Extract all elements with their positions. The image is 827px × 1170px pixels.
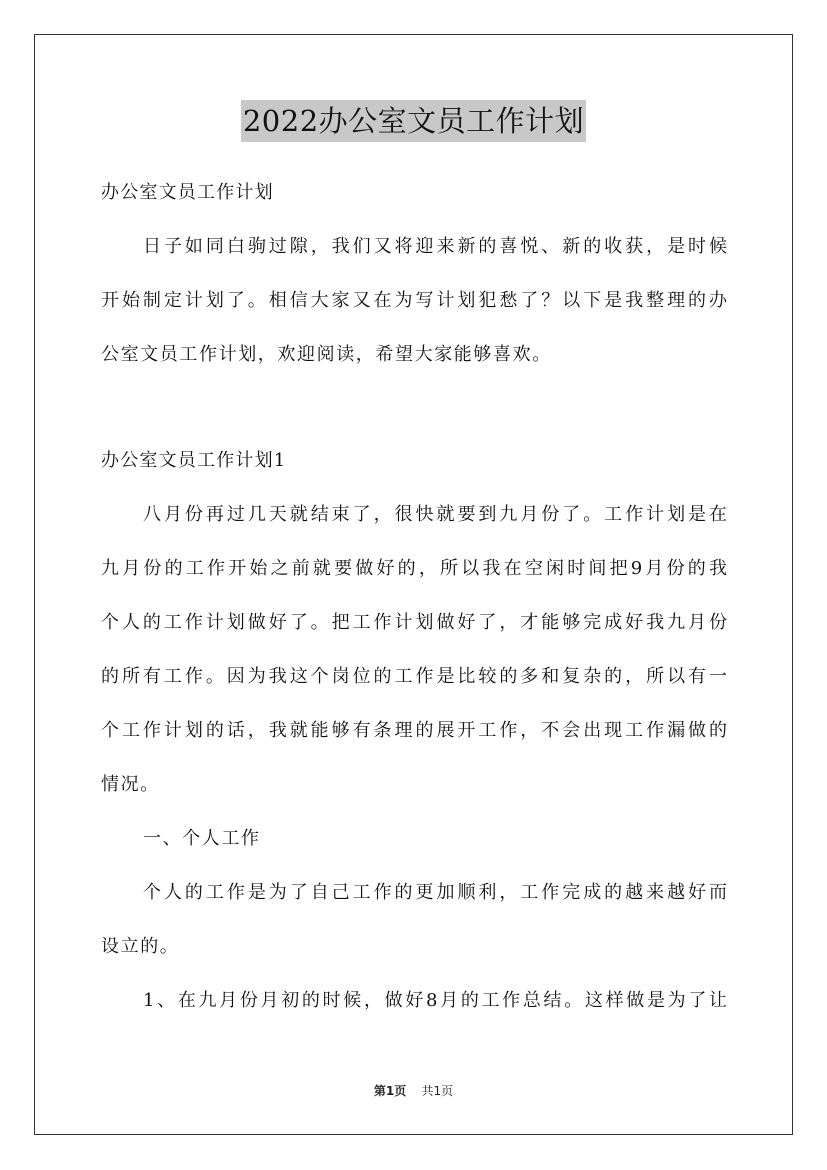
paragraph-line: 八月份再过几天就结束了，很快就要到九月份了。工作计划是在: [143, 504, 727, 525]
paragraph-line: 个人的工作是为了自己工作的更加顺利，工作完成的越来越好而: [143, 882, 727, 903]
section-heading: 办公室文员工作计划: [101, 182, 274, 203]
paragraph-line: 九月份的工作开始之前就要做好的，所以我在空闲时间把9月份的我: [101, 558, 727, 579]
title-container: [0, 100, 827, 142]
document-body: [101, 174, 727, 1036]
paragraph-line: 的所有工作。因为我这个岗位的工作是比较的多和复杂的，所以有一: [101, 666, 727, 687]
paragraph-line: 开始制定计划了。相信大家又在为写计划犯愁了？以下是我整理的办: [101, 290, 727, 311]
page-footer: [0, 1082, 827, 1099]
paragraph-spacer: [101, 390, 727, 442]
page-number: 第1页: [373, 1084, 407, 1098]
paragraph-line: 公室文员工作计划，欢迎阅读，希望大家能够喜欢。: [101, 344, 552, 365]
paragraph-line: 情况。: [101, 774, 160, 795]
paragraph-line: 1、在九月份月初的时候，做好8月的工作总结。这样做是为了让: [143, 990, 727, 1011]
section-heading: 办公室文员工作计划1: [101, 450, 287, 471]
paragraph-line: 个工作计划的话，我就能够有条理的展开工作，不会出现工作漏做的: [101, 720, 727, 741]
subsection-heading: 一、个人工作: [143, 828, 261, 849]
document-title: 2022办公室文员工作计划: [241, 100, 586, 142]
paragraph-line: 个人的工作计划做好了。把工作计划做好了，才能够完成好我九月份: [101, 612, 727, 633]
page-total: 共1页: [421, 1084, 454, 1098]
paragraph-line: 设立的。: [101, 936, 180, 957]
footer-spacer: [410, 1084, 418, 1098]
paragraph-line: 日子如同白驹过隙，我们又将迎来新的喜悦、新的收获，是时候: [143, 236, 727, 257]
